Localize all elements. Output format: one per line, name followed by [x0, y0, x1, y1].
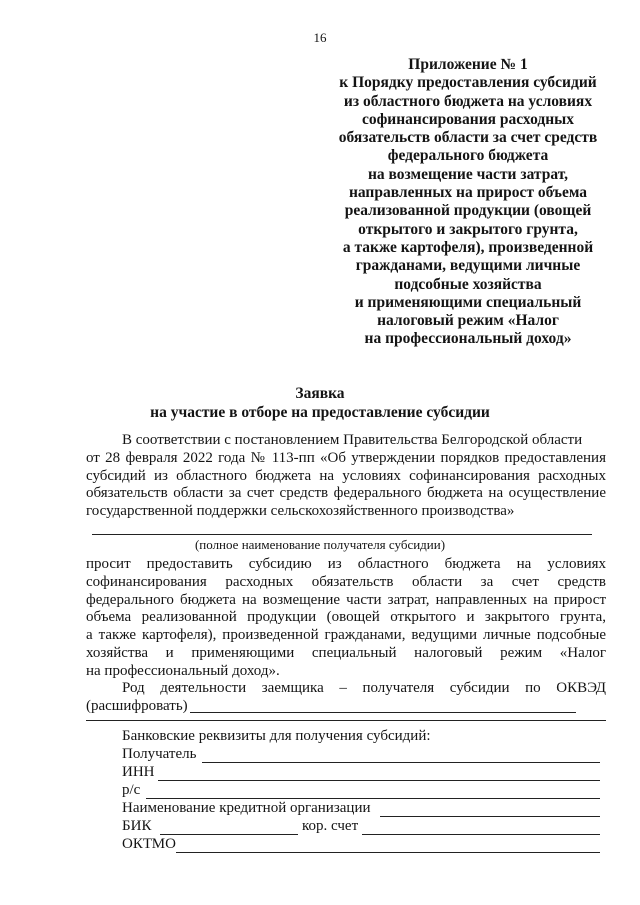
request-line: объема реализованной продукции (овощей открытого и закрытого грунта, [86, 609, 606, 626]
request-paragraph [86, 556, 606, 681]
appendix-line: направленных на прирост объема [348, 184, 588, 202]
bank-name-field[interactable] [380, 816, 600, 817]
oktmo-label: ОКТМО [122, 836, 176, 852]
okved-line: (расшифровать) [86, 697, 188, 714]
appendix-line: софинансирования расходных [361, 110, 575, 128]
intro-line: субсидий из областного бюджета на условиях софинансирования расходных [86, 467, 606, 484]
intro-line: В соответствии с постановлением Правительства Белгородской области [122, 432, 583, 448]
request-line: на профессиональный доход». [86, 662, 280, 679]
appendix-line: обязательств области за счет средств [338, 129, 598, 147]
request-line: софинансирования расходных обязательств области за счет средств [86, 573, 606, 590]
appendix-line: федерального бюджета [387, 147, 549, 165]
corr-account-field[interactable] [362, 834, 600, 835]
form-title [0, 385, 640, 422]
appendix-line: Приложение № 1 [408, 56, 528, 73]
recipient-field[interactable] [202, 762, 600, 763]
intro-line: обязательств области за счет средств федерального бюджета на осуществление [86, 485, 606, 502]
recipient-caption: (полное наименование получателя субсидии) [194, 537, 446, 552]
inn-label: ИНН [122, 764, 155, 780]
oktmo-field[interactable] [176, 852, 600, 853]
request-line: а также картофеля), произведенной гражданами, ведущими личные подсобные [86, 627, 606, 644]
appendix-line: гражданами, ведущими личные [355, 257, 581, 275]
appendix-line: на возмещение части затрат, [367, 165, 569, 183]
bik-field[interactable] [160, 834, 298, 835]
request-line: хозяйства и применяющими специальный налоговый режим «Налог [86, 644, 606, 661]
appendix-line: налоговый режим «Налог [377, 312, 559, 330]
corr-account-label: кор. счет [302, 818, 359, 834]
request-line: федерального бюджета на возмещение части затрат, направленных на прирост [86, 591, 606, 608]
account-label: р/с [122, 782, 141, 798]
okved-continuation-field[interactable] [86, 720, 606, 721]
appendix-header [318, 56, 618, 349]
recipient-label: Получатель [122, 746, 197, 762]
bik-label: БИК [122, 818, 152, 834]
form-title-sub: на участие в отборе на предоставление субсидии [150, 403, 490, 421]
bank-details-heading: Банковские реквизиты для получения субсидий: [122, 728, 431, 744]
appendix-line: подсобные хозяйства [394, 275, 542, 293]
recipient-name-line[interactable] [92, 534, 592, 535]
intro-line: от 28 февраля 2022 года № 113-пп «Об утверждении порядков предоставления [86, 449, 606, 466]
okved-line: Род деятельности заемщика – получателя субсидии по ОКВЭД [122, 680, 606, 696]
intro-line: государственной поддержки сельскохозяйственного производства» [86, 503, 515, 520]
appendix-line: из областного бюджета на условиях [343, 92, 593, 110]
appendix-line: реализованной продукции (овощей [344, 202, 592, 220]
appendix-line: а также картофеля), произведенной [342, 238, 594, 256]
inn-field[interactable] [158, 780, 600, 781]
intro-paragraph [86, 432, 606, 521]
appendix-line: и применяющими специальный [354, 293, 582, 311]
appendix-line: к Порядку предоставления субсидий [339, 74, 597, 92]
request-line: просит предоставить субсидию из областного бюджета на условиях [86, 556, 606, 572]
appendix-line: открытого и закрытого грунта, [358, 220, 578, 238]
okved-decoding-field[interactable] [190, 712, 576, 713]
bank-name-label: Наименование кредитной организации [122, 800, 371, 816]
okved-paragraph [86, 680, 606, 716]
form-title-main: Заявка [295, 385, 345, 402]
account-field[interactable] [146, 798, 600, 799]
page-number: 16 [313, 30, 327, 45]
appendix-line: на профессиональный доход» [364, 330, 572, 348]
